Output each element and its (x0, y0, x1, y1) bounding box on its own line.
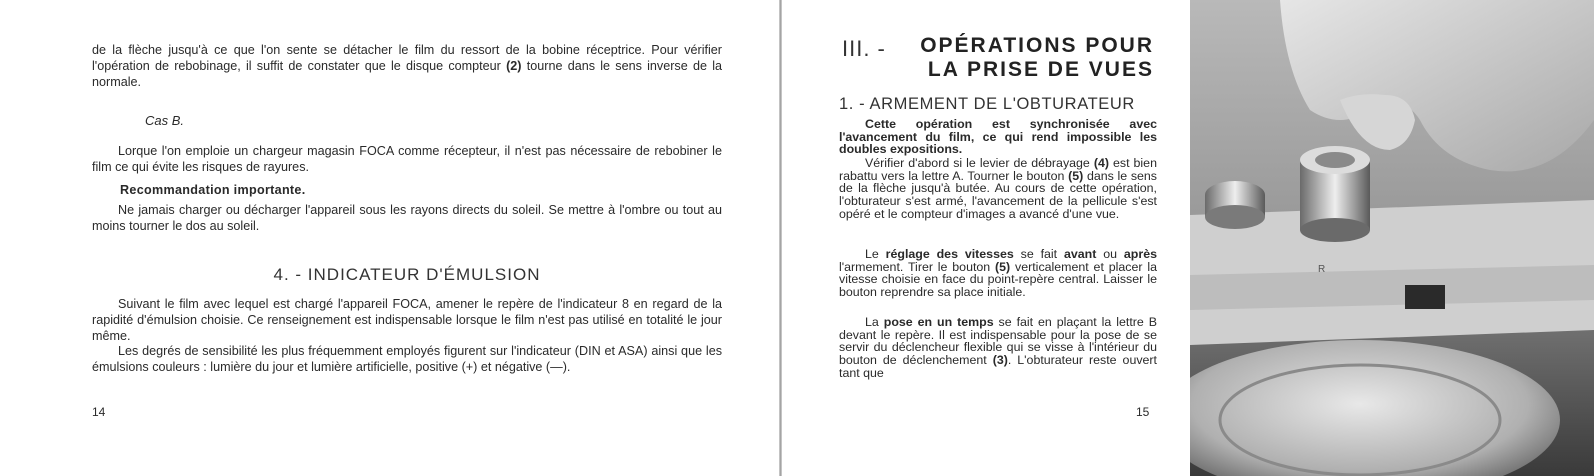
camera-illustration (1190, 0, 1594, 476)
paragraph-text: se fait (1020, 247, 1058, 261)
paragraph-text: ou (1103, 247, 1118, 261)
emphasis: après (1123, 247, 1157, 261)
paragraph-text: La (865, 315, 879, 329)
rangefinder-window (1405, 285, 1445, 309)
paragraph-sensibilite: Les degrés de sensibilité les plus fréquemment employés figurent sur l'indicateur (DIN et ASA) ainsi que les émulsions couleurs : lumière du jour et lumière artificielle, positive (+) et négative (—). (92, 344, 722, 374)
paragraph-recommandation: Ne jamais charger ou décharger l'appareil sous les rayons directs du soleil. Se mettre à l'ombre ou tout au moins tourner le dos au soleil. (92, 203, 722, 233)
page-number-left: 14 (92, 405, 106, 419)
paragraph-text: Vérifier d'abord si le levier de débrayage (865, 156, 1090, 170)
reference-number: (2) (506, 59, 522, 73)
recommendation-heading: Recommandation importante. (120, 183, 306, 197)
chapter-title-line-1: OPÉRATIONS POUR (920, 34, 1154, 57)
chapter-title-line-2: LA PRISE DE VUES (927, 58, 1154, 81)
camera-mark-letter: R (1318, 264, 1326, 275)
rewind-knob-base (1205, 205, 1265, 229)
case-b-heading: Cas B. (145, 113, 185, 128)
right-page (782, 0, 1212, 476)
winding-knob-base (1300, 218, 1370, 242)
left-page (0, 0, 780, 476)
chapter-number: III. - (842, 36, 886, 61)
paragraph-text: se fait en plaçant la lettre B devant le repère. Il est indispensable pour la pose de se servir du déclencheur flexible qui se visse à l'intérieur du bouton de déclenchement (839, 315, 1158, 368)
paragraph-text: l'armement. Tirer le bouton (839, 259, 991, 274)
paragraph-text: Le (865, 247, 879, 261)
paragraph-rebobinage (92, 42, 722, 90)
winding-knob-center (1315, 152, 1355, 168)
reference-number: (5) (1068, 168, 1084, 183)
paragraph-text: verticalement et placer la vitesse choisie en face du point-repère central. Laisser le bouton reprendre sa place initiale. (839, 259, 1157, 300)
paragraph-text: est bien rabattu vers la lettre A. Tourner le bouton (839, 156, 1157, 183)
paragraph-text: de la flèche jusqu'à ce que l'on sente se détacher le film du ressort de la bobine réceptrice. Pour vérifier l'opération de rebobinage, il suffit de constater que le disque compteur (92, 43, 722, 73)
paragraph-text: dans le sens de la flèche jusqu'à butée. Au cours de cette opération, l'obturateur s'est armé, l'avancement de la pellicule s'est opéré et le compteur d'images a avancé d'une vue. (839, 168, 1158, 221)
emphasis: avant (1063, 247, 1097, 261)
reference-number: (5) (995, 259, 1011, 274)
reference-number: (4) (1093, 156, 1109, 170)
paragraph-vitesses (839, 248, 1157, 299)
page-number-right: 15 (1136, 405, 1150, 419)
reference-number: (3) (992, 353, 1008, 368)
camera-photo (1190, 0, 1594, 476)
emphasis: pose en un temps (883, 315, 994, 329)
chapter-title (842, 34, 1154, 82)
section-1-title: 1. - ARMEMENT DE L'OBTURATEUR (839, 95, 1135, 113)
paragraph-text: tourne dans le sens inverse de la normale. (92, 59, 723, 89)
section-4-title: 4. - INDICATEUR D'ÉMULSION (273, 265, 541, 284)
paragraph-indicateur: Suivant le film avec lequel est chargé l'appareil FOCA, amener le repère de l'indicateur 8 en regard de la rapidité d'émulsion choisie. Ce renseignement est indispensable lorsque le film n'est pas utilisé en totalité le jour même. (92, 297, 722, 343)
intro-paragraph: Cette opération est synchronisée avec l'avancement du film, ce qui rend impossible les doubles expositions. (839, 117, 1157, 157)
emphasis: réglage des vitesses (885, 247, 1014, 261)
paragraph-armement (839, 157, 1157, 221)
paragraph-text: . L'obturateur reste ouvert tant que (839, 353, 1157, 380)
paragraph-chargeur: Lorque l'on emploie un chargeur magasin FOCA comme récepteur, il n'est pas nécessaire de rebobiner le film ce qui évite les risques de rayures. (92, 144, 722, 174)
paragraph-pose (839, 316, 1157, 380)
